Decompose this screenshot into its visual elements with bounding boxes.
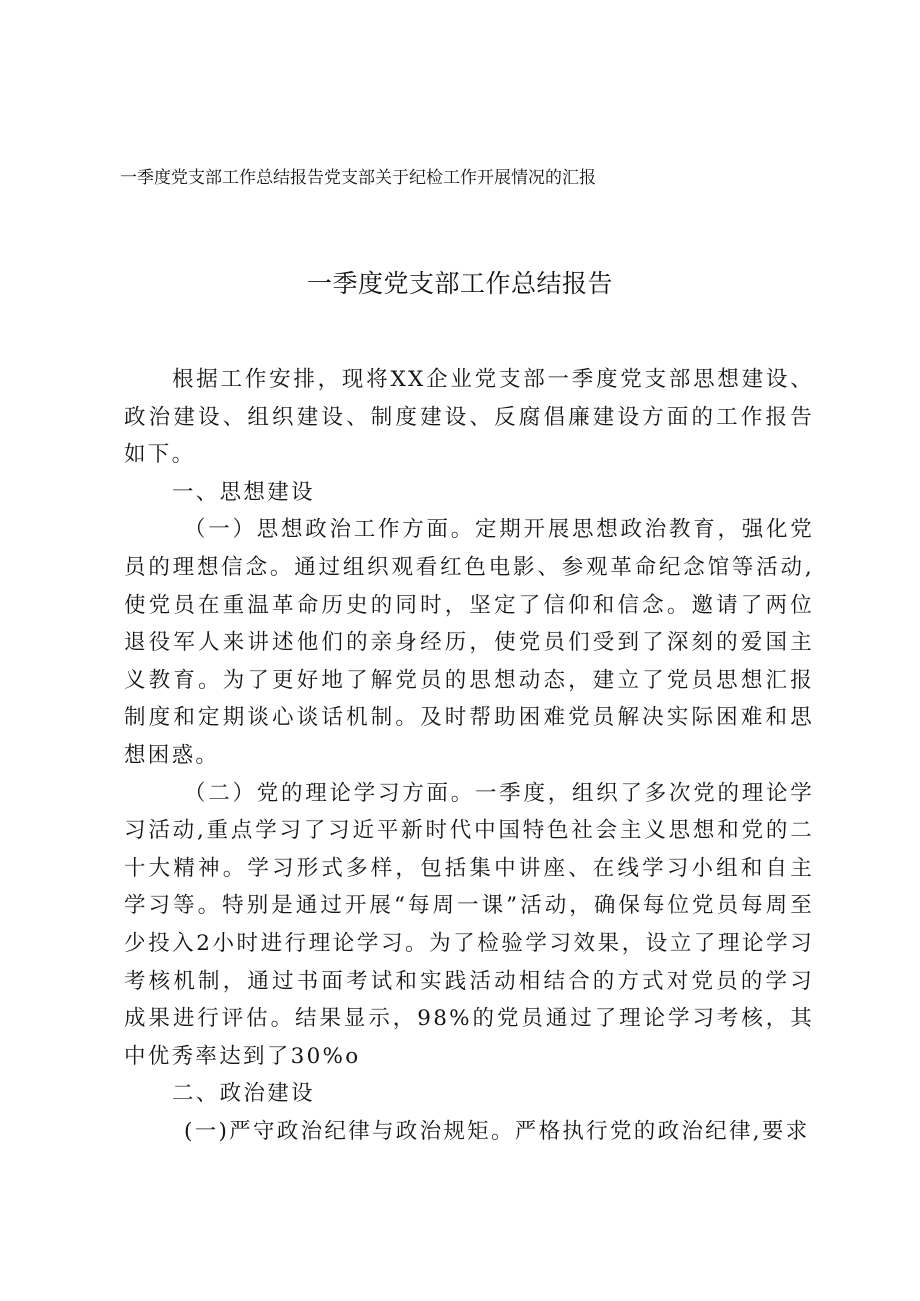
document-caption: 一季度党支部工作总结报告党支部关于纪检工作开展情况的汇报 [120, 168, 596, 188]
section-heading-politics: 二、政治建设 [172, 1081, 315, 1107]
subsection-theory-study: （二）党的理论学习方面。一季度，组织了多次党的理论学习活动,重点学习了习近平新时代中国特色社会主义思想和党的二十大精神。学习形式多样，包括集中讲座、在线学习小组和自主学习等。特别是通过开展“每周一课”活动，确保每位党员每周至少投入2小时进行理论学习。为了检验学习效果，设立了理论学习考核机制，通过书面考试和实践活动相结合的方式对党员的学习成果进行评估。结果显示，98%的党员通过了理论学习考核，其中优秀率达到了30%o [124, 780, 814, 1069]
subsection-political-discipline: (一)严守政治纪律与政治规矩。严格执行党的政治纪律,要求 [184, 1118, 810, 1144]
document-title: 一季度党支部工作总结报告 [306, 269, 613, 298]
intro-paragraph: 根据工作安排，现将XX企业党支部一季度党支部思想建设、政治建设、组织建设、制度建设、反腐倡廉建设方面的工作报告如下。 [124, 367, 814, 468]
subsection-ideological-work: （一）思想政治工作方面。定期开展思想政治教育，强化党员的理想信念。通过组织观看红色电影、参观革命纪念馆等活动,使党员在重温革命历史的同时，坚定了信仰和信念。邀请了两位退役军人来讲述他们的亲身经历，使党员们受到了深刻的爱国主义教育。为了更好地了解党员的思想动态，建立了党员思想汇报制度和定期谈心谈话机制。及时帮助困难党员解决实际困难和思想困惑。 [124, 517, 814, 768]
section-heading-ideology: 一、思想建设 [172, 479, 315, 505]
document-body [124, 361, 814, 1150]
